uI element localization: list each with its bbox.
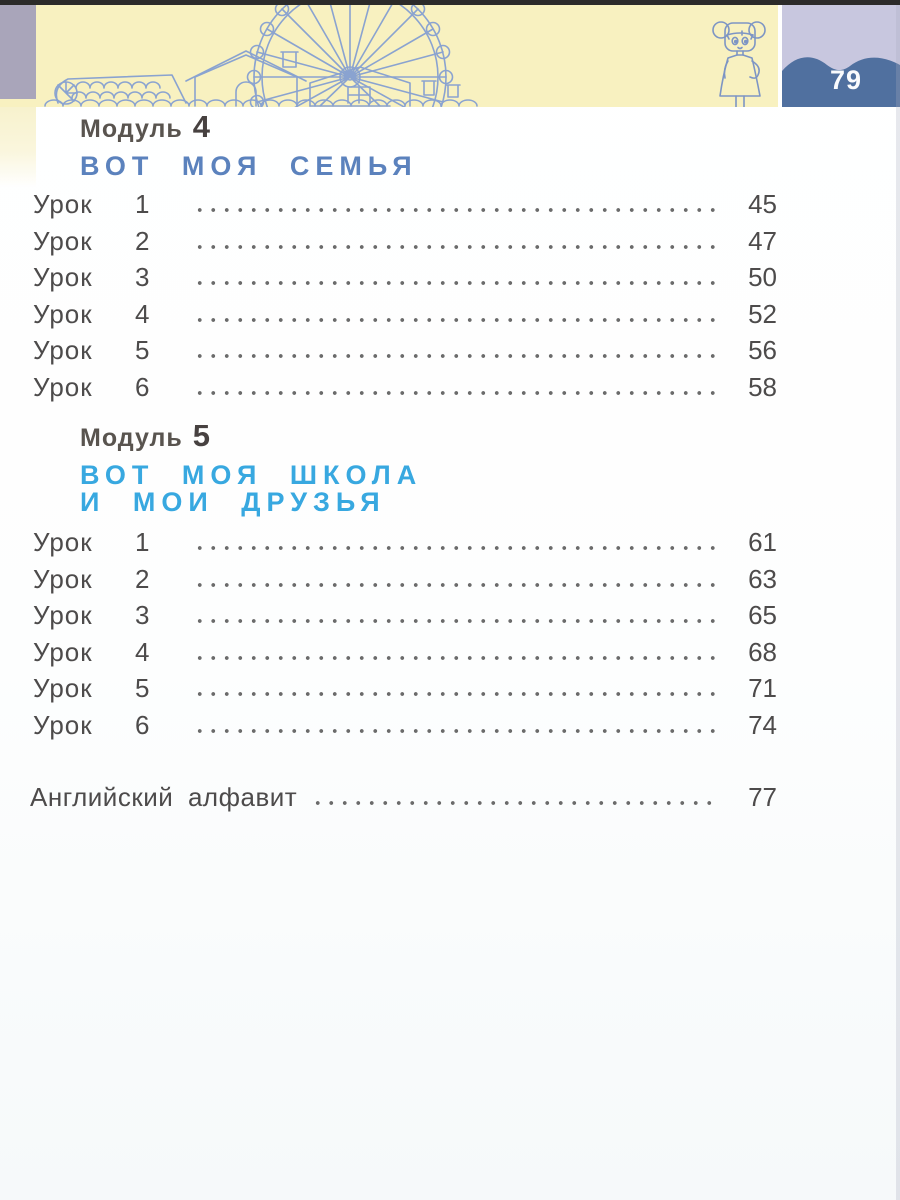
module-4-title-line1: ВОТ МОЯ СЕМЬЯ	[80, 151, 418, 181]
dot-leader	[191, 561, 715, 598]
lesson-number: 1	[135, 527, 150, 557]
lesson-label: Урок	[33, 225, 93, 256]
module-4-title	[80, 153, 418, 180]
toc-lesson-row	[33, 296, 777, 333]
town-skyline-and-ferris-wheel-icon	[0, 5, 778, 107]
lesson-number: 6	[135, 371, 150, 402]
module-number: 4	[192, 109, 212, 144]
lesson-label: Урок	[33, 600, 93, 630]
lesson-page-number: 68	[748, 636, 777, 667]
lesson-number: 3	[135, 600, 150, 630]
lesson-number: 4	[135, 636, 150, 667]
module-5-title-line1: ВОТ МОЯ ШКОЛА	[80, 460, 423, 490]
module-5-heading	[80, 420, 422, 516]
page-number: 79	[829, 65, 863, 95]
girl-icon	[712, 17, 770, 107]
header-banner	[0, 5, 900, 107]
module-word: Модуль	[80, 115, 183, 143]
lesson-label: Урок	[33, 335, 93, 365]
module-word: Модуль	[80, 424, 183, 452]
toc-lesson-row	[33, 186, 777, 223]
dot-leader	[191, 707, 715, 744]
dot-leader	[309, 779, 715, 816]
dot-leader	[191, 597, 715, 634]
spine-strip	[0, 5, 36, 99]
lesson-label: Урок	[33, 563, 93, 594]
dot-leader	[191, 186, 715, 223]
toc-lesson-row	[33, 561, 777, 598]
lesson-page-number: 71	[748, 673, 777, 703]
page-right-edge	[896, 5, 900, 1200]
lesson-number: 5	[135, 335, 150, 365]
lesson-number: 3	[135, 262, 150, 292]
page-number-badge	[782, 5, 900, 107]
lesson-label: Урок	[33, 262, 93, 292]
toc-lesson-row	[33, 223, 777, 260]
toc-lesson-row	[33, 707, 777, 744]
dot-leader	[191, 296, 715, 333]
dot-leader	[191, 670, 715, 707]
lesson-label: Урок	[33, 298, 93, 329]
lesson-label: Урок	[33, 371, 93, 402]
dot-leader	[191, 634, 715, 671]
lesson-page-number: 52	[748, 298, 777, 329]
module-4-heading	[80, 111, 418, 180]
toc-lesson-row	[33, 597, 777, 634]
banner-illustration-area	[0, 5, 778, 107]
lesson-page-number: 74	[748, 709, 777, 740]
lesson-page-number: 50	[748, 262, 777, 292]
lesson-page-number: 63	[748, 563, 777, 594]
alphabet-page-number: 77	[748, 782, 777, 812]
module-4-lesson-list	[33, 186, 777, 405]
lesson-page-number: 45	[748, 189, 777, 219]
dot-leader	[191, 332, 715, 369]
lesson-page-number: 65	[748, 600, 777, 630]
module-4-label	[80, 111, 418, 145]
toc-lesson-row	[33, 524, 777, 561]
lesson-page-number: 61	[748, 527, 777, 557]
toc-lesson-row	[33, 332, 777, 369]
lesson-page-number: 58	[748, 371, 777, 402]
lesson-label: Урок	[33, 709, 93, 740]
alphabet-label: Английский алфавит	[30, 782, 298, 812]
module-5-lesson-list	[33, 524, 777, 743]
lesson-number: 6	[135, 709, 150, 740]
dot-leader	[191, 369, 715, 406]
lesson-label: Урок	[33, 636, 93, 667]
dot-leader	[191, 223, 715, 260]
module-5-title-line2: И МОИ ДРУЗЬЯ	[80, 487, 386, 517]
lesson-label: Урок	[33, 673, 93, 703]
dot-leader	[191, 524, 715, 561]
lesson-number: 2	[135, 225, 150, 256]
lesson-label: Урок	[33, 527, 93, 557]
alphabet-entry	[30, 779, 777, 816]
lesson-number: 4	[135, 298, 150, 329]
dot-leader	[191, 259, 715, 296]
toc-lesson-row	[33, 259, 777, 296]
module-5-label	[80, 420, 422, 454]
toc-lesson-row	[33, 670, 777, 707]
page-edge-tint	[0, 107, 36, 187]
module-5-title	[80, 462, 422, 516]
toc-lesson-row	[33, 369, 777, 406]
lesson-number: 2	[135, 563, 150, 594]
lesson-label: Урок	[33, 189, 93, 219]
lesson-number: 5	[135, 673, 150, 703]
toc-alphabet-row	[30, 779, 777, 816]
lesson-page-number: 47	[748, 225, 777, 256]
lesson-number: 1	[135, 189, 150, 219]
module-number: 5	[192, 418, 212, 453]
lesson-page-number: 56	[748, 335, 777, 365]
toc-lesson-row	[33, 634, 777, 671]
